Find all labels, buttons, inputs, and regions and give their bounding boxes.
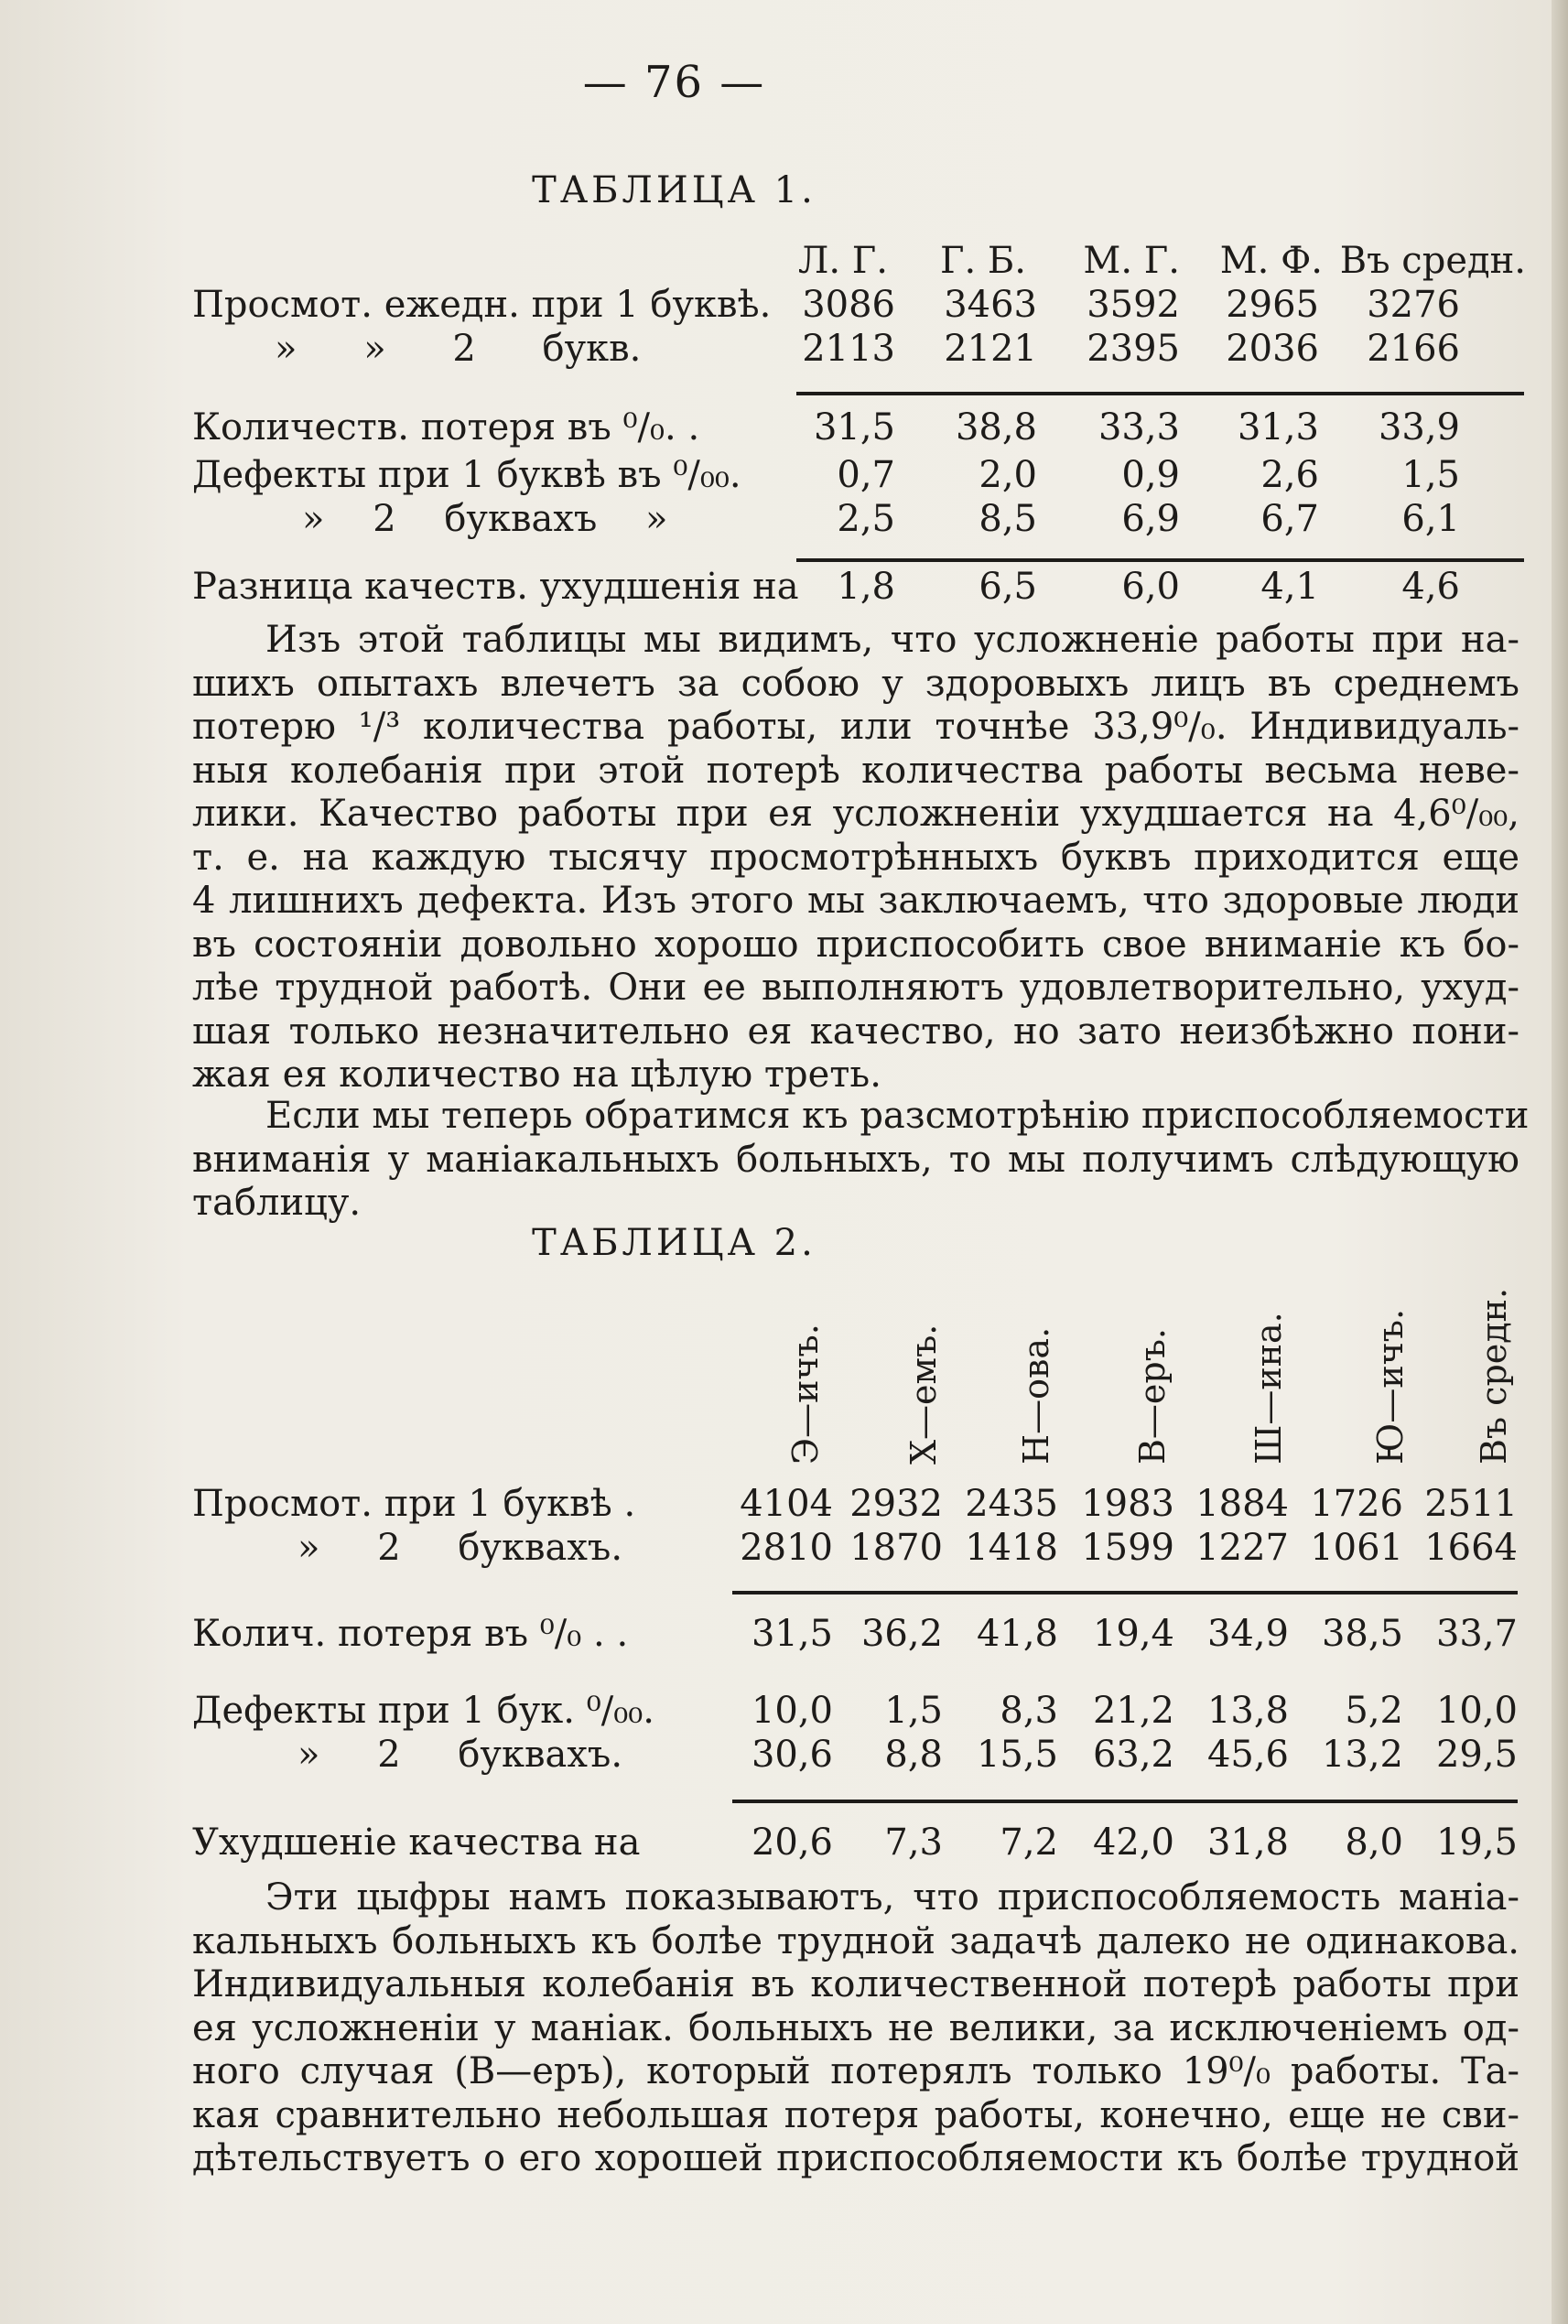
table2-cell: 63,2 [1092,1734,1174,1776]
table2-cell: 13,2 [1321,1734,1403,1776]
table2-cell: 45,6 [1206,1734,1289,1776]
table2-cell: 1884 [1195,1483,1289,1525]
table2-cell: 21,2 [1092,1690,1174,1732]
text-line: дѣтельствуетъ о его хорошей приспособляемости къ болѣе трудной [192,2137,1519,2179]
table2-col-header: Н—ова. [1016,1326,1056,1465]
table2-cell: 1599 [1081,1527,1174,1569]
table2-row-label: Дефекты при 1 бук. ⁰/₀₀. [192,1690,654,1732]
table1-cell: 2,5 [837,498,895,540]
table1-row-label: » 2 буквахъ » [302,498,668,540]
table1-cell: 4,1 [1260,566,1319,608]
table1-cell: 31,3 [1237,406,1319,449]
text-line: ного случая (В—еръ), который потерялъ только 19⁰/₀ работы. Та- [192,2050,1519,2092]
table2-cell: 15,5 [976,1734,1058,1776]
table1-cell: 2965 [1226,284,1319,326]
table1-cell: 3086 [802,284,895,326]
text-line: Если мы теперь обратимся къ разсмотрѣнію приспособляемости [265,1095,1530,1137]
table2-row-label: » 2 буквахъ. [297,1527,623,1569]
page-number: — 76 — [582,57,766,108]
table1-cell: 6,0 [1121,566,1180,608]
table2-col-header: Ш—ина. [1249,1312,1289,1465]
table2-cell: 13,8 [1206,1690,1289,1732]
text-line: лики. Качество работы при ея усложненіи ухудшается на 4,6⁰/₀₀, [192,793,1519,835]
table1-cell: 2036 [1226,328,1319,370]
table2-row [0,1734,1568,1779]
table2-cell: 30,6 [751,1734,833,1776]
table1-cell: 31,5 [813,406,895,449]
table1-row-label: Количеств. потеря въ ⁰/₀. . [192,406,700,449]
table2-cell: 4104 [740,1483,833,1525]
table1-cell: 0,9 [1121,454,1180,496]
table1-col-header: Л. Г. [797,240,888,282]
table1-row-label: » » 2 букв. [275,328,642,370]
table1-row [0,566,1568,611]
table1-header-row [0,240,1568,286]
table2-cell: 2810 [740,1527,833,1569]
text-line: Индивидуальныя колебанія въ количественной потерѣ работы при [192,1963,1519,2005]
table2-cell: 20,6 [751,1821,833,1864]
table1-col-header: М. Г. [1083,240,1180,282]
text-line: лѣе трудной работѣ. Они ее выполняютъ удовлетворительно, ухуд- [192,967,1519,1009]
table2-cell: 1,5 [884,1690,943,1732]
table2-cell: 8,8 [884,1734,943,1776]
table1-row [0,406,1568,452]
table1-cell: 33,3 [1098,406,1180,449]
table2-cell: 36,2 [860,1613,943,1655]
table2-row [0,1690,1568,1735]
table1-row [0,284,1568,330]
table1-cell: 6,1 [1401,498,1460,540]
table1-cell: 33,9 [1378,406,1460,449]
table1-cell: 6,9 [1121,498,1180,540]
table2-cell: 42,0 [1092,1821,1174,1864]
table1-cell: 4,6 [1401,566,1460,608]
table2-cell: 2435 [965,1483,1058,1525]
table2-row-label: » 2 буквахъ. [297,1734,623,1776]
text-line: т. е. на каждую тысячу просмотрѣнныхъ буквъ приходится еще [192,836,1519,879]
table1-cell: 38,8 [955,406,1037,449]
table2-cell: 1983 [1081,1483,1174,1525]
table1-cell: 0,7 [837,454,895,496]
table2-cell: 1726 [1310,1483,1403,1525]
table2-cell: 2932 [849,1483,943,1525]
text-line: таблицу. [192,1182,362,1224]
text-line: Изъ этой таблицы мы видимъ, что усложненіе работы при на- [265,619,1519,661]
text-line: въ состояніи довольно хорошо приспособить свое вниманіе къ бо- [192,923,1519,966]
table1-cell: 6,7 [1260,498,1319,540]
table2-col-header: Ю—ичъ. [1370,1308,1411,1465]
table1-cell: 1,8 [837,566,895,608]
table2-cell: 29,5 [1435,1734,1518,1776]
paragraph-2 [192,1095,1530,1226]
paragraph-1 [192,619,1519,1097]
table2-cell: 19,5 [1435,1821,1518,1864]
table1-cell: 1,5 [1401,454,1460,496]
table2-row [0,1821,1568,1867]
table1-row-label: Разница качеств. ухудшенія на [192,566,799,608]
table2-row-label: Ухудшеніе качества на [192,1821,641,1864]
table2-cell: 33,7 [1435,1613,1518,1655]
text-line: шая только незначительно ея качество, но зато неизбѣжно пони- [192,1010,1519,1053]
table2-cell: 19,4 [1092,1613,1174,1655]
table2-row [0,1483,1568,1529]
table2-row-label: Просмот. при 1 буквѣ . [192,1483,636,1525]
table1-cell: 3276 [1367,284,1460,326]
table1-cell: 3592 [1087,284,1180,326]
table1-row-label: Просмот. ежедн. при 1 буквѣ. [192,284,772,326]
table1-cell: 2,0 [979,454,1037,496]
table1-row [0,498,1568,544]
table2-cell: 41,8 [976,1613,1058,1655]
table2-cell: 10,0 [751,1690,833,1732]
text-line: Эти цыфры намъ показываютъ, что приспособляемость маніа- [265,1876,1519,1919]
table1-caption: ТАБЛИЦА 1. [532,169,816,211]
paragraph-3 [192,1876,1519,2181]
table2-cell: 8,0 [1345,1821,1403,1864]
table2-cell: 1061 [1310,1527,1403,1569]
text-line: шихъ опытахъ влечетъ за собою у здоровыхъ лицъ въ среднемъ [192,662,1519,705]
text-line: жая ея количество на цѣлую треть. [192,1054,881,1096]
table2-cell: 1227 [1195,1527,1289,1569]
table1-cell: 2166 [1367,328,1460,370]
table1-col-header: М. Ф. [1219,240,1323,282]
table2-cell: 31,8 [1206,1821,1289,1864]
table2-row-label: Колич. потеря въ ⁰/₀ . . [192,1613,629,1655]
table2-cell: 1418 [965,1527,1058,1569]
table2-cell: 7,3 [884,1821,943,1864]
table2-cell: 1664 [1424,1527,1518,1569]
table1-row [0,328,1568,373]
table2-row [0,1613,1568,1659]
table2-cell: 34,9 [1206,1613,1289,1655]
table-rule [796,558,1524,562]
table2-col-header: Э—ичъ. [785,1324,826,1465]
table1-cell: 3463 [944,284,1037,326]
text-line: 4 лишнихъ дефекта. Изъ этого мы заключаемъ, что здоровые люди [192,880,1519,922]
text-line: ныя колебанія при этой потерѣ количества работы весьма неве- [192,749,1519,792]
table2-col-header: Въ средн. [1474,1287,1514,1465]
table1-row-label: Дефекты при 1 буквѣ въ ⁰/₀₀. [192,454,741,496]
table2-cell: 1870 [849,1527,943,1569]
table2-col-header: В—еръ. [1132,1328,1173,1465]
table-rule [732,1800,1518,1803]
table1-cell: 2121 [944,328,1037,370]
table-rule [732,1591,1518,1594]
table1-cell: 8,5 [979,498,1037,540]
table1-col-header: Въ средн. [1339,240,1526,282]
table2-cell: 7,2 [1000,1821,1058,1864]
text-line: вниманія у маніакальныхъ больныхъ, то мы получимъ слѣдующую [192,1138,1519,1181]
table2-cell: 31,5 [751,1613,833,1655]
text-line: ея усложненіи у маніак. больныхъ не велики, за исключеніемъ од- [192,2006,1519,2049]
table2-cell: 8,3 [1000,1690,1058,1732]
table2-caption: ТАБЛИЦА 2. [532,1222,816,1264]
table1-cell: 6,5 [979,566,1037,608]
table2-cell: 5,2 [1345,1690,1403,1732]
table2-col-header: Х—емъ. [903,1324,944,1465]
table1-row [0,454,1568,500]
table1-cell: 2395 [1087,328,1180,370]
text-line: потерю ¹/³ количества работы, или точнѣе 33,9⁰/₀. Индивидуаль- [192,706,1519,748]
text-line: кальныхъ больныхъ къ болѣе трудной задачѣ далеко не одинакова. [192,1919,1519,1962]
table2-cell: 38,5 [1321,1613,1403,1655]
table1-cell: 2113 [802,328,895,370]
text-line: кая сравнительно небольшая потеря работы, конечно, еще не сви- [192,2093,1519,2136]
table-rule [796,392,1524,395]
table2-cell: 10,0 [1435,1690,1518,1732]
table2-cell: 2511 [1424,1483,1518,1525]
table1-cell: 2,6 [1260,454,1319,496]
table2-row [0,1527,1568,1573]
table1-col-header: Г. Б. [939,240,1026,282]
